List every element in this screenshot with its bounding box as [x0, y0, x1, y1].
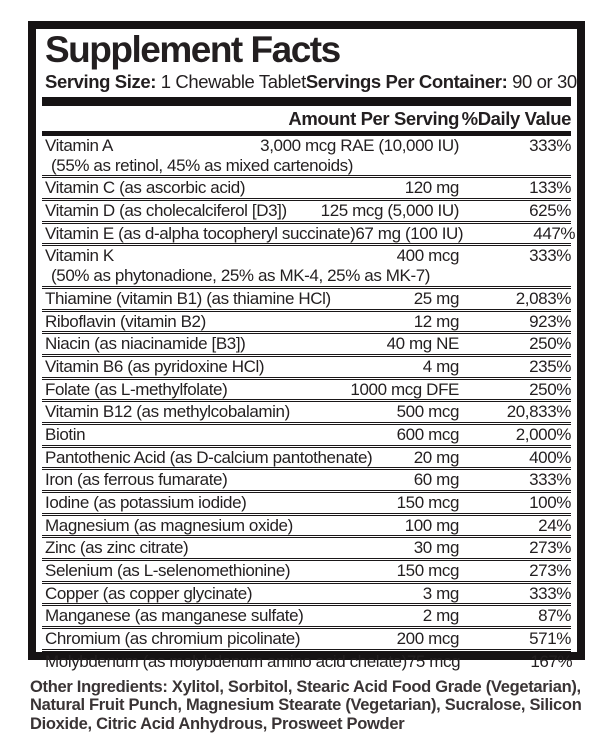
nutrient-amount: 3 mg	[252, 585, 459, 604]
nutrient-daily-value: 24%	[459, 517, 571, 536]
nutrient-name: Vitamin K	[45, 247, 114, 266]
nutrient-name: Vitamin A	[45, 137, 113, 156]
nutrient-daily-value: 250%	[459, 335, 571, 354]
servings-per-container-label: Servings Per Container:	[306, 71, 508, 92]
nutrient-daily-value: 333%	[459, 137, 571, 156]
nutrient-row	[42, 425, 571, 445]
nutrient-amount: 150 mcg	[290, 562, 459, 581]
nutrient-row-group	[42, 221, 571, 244]
nutrient-row	[42, 584, 571, 604]
nutrient-row-group	[42, 535, 571, 558]
nutrient-row-group	[42, 513, 571, 536]
nutrient-daily-value: 333%	[459, 471, 571, 490]
nutrient-row	[42, 652, 571, 672]
nutrient-row	[42, 312, 571, 332]
nutrient-amount: 120 mg	[245, 179, 459, 198]
nutrient-note: (50% as phytonadione, 25% as MK-4, 25% as MK-7)	[42, 266, 571, 286]
thick-divider-bar	[42, 97, 571, 106]
nutrient-name: Manganese (as manganese sulfate)	[45, 607, 303, 626]
nutrient-amount: 25 mg	[331, 290, 459, 309]
nutrient-row-group	[42, 175, 571, 198]
supplement-facts-panel	[28, 21, 585, 660]
nutrient-name: Vitamin C (as ascorbic acid)	[45, 179, 245, 198]
amount-per-serving-header: Amount Per Serving	[42, 108, 459, 130]
nutrient-daily-value: 87%	[459, 607, 571, 626]
nutrient-name: Iron (as ferrous fumarate)	[45, 471, 227, 490]
nutrient-amount: 30 mg	[188, 539, 459, 558]
nutrient-row	[42, 334, 571, 354]
nutrient-daily-value: 333%	[459, 247, 571, 266]
nutrient-name: Copper (as copper glycinate)	[45, 585, 252, 604]
nutrient-amount: 400 mcg	[114, 247, 459, 266]
nutrient-row-group	[42, 309, 571, 332]
nutrient-row-group	[42, 243, 571, 285]
nutrient-daily-value: 2,000%	[459, 426, 571, 445]
nutrient-name: Molybdenum (as molybdenum amino acid chelate)	[45, 653, 407, 672]
other-ingredients-label: Other Ingredients:	[30, 678, 168, 696]
daily-value-header: %Daily Value	[459, 108, 571, 130]
nutrient-row-group	[42, 603, 571, 626]
nutrient-amount: 600 mcg	[85, 426, 459, 445]
serving-info-line	[45, 71, 569, 93]
nutrient-name: Vitamin B6 (as pyridoxine HCl)	[45, 358, 264, 377]
serving-size	[45, 71, 306, 93]
nutrient-name: Vitamin E (as d-alpha tocopheryl succinate)	[45, 225, 355, 244]
servings-per-container-value: 90 or 30	[512, 71, 577, 92]
nutrient-amount: 150 mcg	[246, 494, 459, 513]
other-ingredients	[30, 678, 588, 733]
nutrient-daily-value: 625%	[459, 202, 571, 221]
nutrient-row-group	[42, 354, 571, 377]
nutrient-amount: 100 mg	[293, 517, 459, 536]
nutrient-daily-value: 167%	[460, 653, 572, 672]
nutrient-daily-value: 571%	[459, 630, 571, 649]
servings-per-container	[306, 71, 577, 93]
nutrient-amount: 40 mg NE	[245, 335, 459, 354]
nutrient-daily-value: 2,083%	[459, 290, 571, 309]
nutrient-amount: 2 mg	[303, 607, 459, 626]
nutrient-daily-value: 273%	[459, 562, 571, 581]
nutrient-rows	[42, 136, 571, 672]
nutrient-row	[42, 448, 571, 468]
nutrient-amount: 200 mcg	[300, 630, 459, 649]
nutrient-row-group	[42, 198, 571, 221]
nutrient-row	[42, 629, 571, 649]
nutrient-name: Riboflavin (vitamin B2)	[45, 313, 206, 332]
nutrient-name: Magnesium (as magnesium oxide)	[45, 517, 293, 536]
nutrient-row	[42, 224, 571, 244]
nutrient-row	[42, 606, 571, 626]
nutrient-amount: 75 mcg	[407, 653, 460, 672]
nutrient-amount: 4 mg	[264, 358, 459, 377]
nutrient-name: Niacin (as niacinamide [B3])	[45, 335, 245, 354]
nutrient-row	[42, 289, 571, 309]
nutrient-daily-value: 273%	[459, 539, 571, 558]
nutrient-amount: 3,000 mcg RAE (10,000 IU)	[113, 137, 459, 156]
nutrient-amount: 12 mg	[206, 313, 459, 332]
nutrient-row-group	[42, 626, 571, 649]
nutrient-name: Zinc (as zinc citrate)	[45, 539, 188, 558]
nutrient-daily-value: 20,833%	[459, 403, 571, 422]
nutrient-daily-value: 447%	[463, 225, 575, 244]
nutrient-daily-value: 100%	[459, 494, 571, 513]
serving-size-label: Serving Size:	[45, 71, 156, 92]
nutrient-row-group	[42, 649, 571, 672]
nutrient-row-group	[42, 581, 571, 604]
nutrient-name: Vitamin D (as cholecalciferol [D3])	[45, 202, 287, 221]
nutrient-amount: 60 mg	[227, 471, 459, 490]
nutrient-row-group	[42, 377, 571, 400]
nutrient-row-group	[42, 422, 571, 445]
nutrient-name: Chromium (as chromium picolinate)	[45, 630, 300, 649]
nutrient-daily-value: 235%	[459, 358, 571, 377]
nutrient-amount: 125 mcg (5,000 IU)	[287, 202, 459, 221]
nutrient-name: Vitamin B12 (as methylcobalamin)	[45, 403, 290, 422]
nutrient-amount: 67 mg (100 IU)	[355, 225, 463, 244]
nutrient-row	[42, 380, 571, 400]
panel-title: Supplement Facts	[45, 30, 571, 70]
nutrient-row-group	[42, 136, 571, 175]
nutrient-row	[42, 561, 571, 581]
nutrient-daily-value: 923%	[459, 313, 571, 332]
nutrient-row	[42, 516, 571, 536]
nutrient-name: Pantothenic Acid (as D-calcium pantothenate)	[45, 449, 372, 468]
nutrient-row	[42, 178, 571, 198]
column-headers	[42, 106, 571, 136]
nutrient-row	[42, 136, 571, 156]
nutrient-daily-value: 400%	[459, 449, 571, 468]
nutrient-name: Thiamine (vitamin B1) (as thiamine HCl)	[45, 290, 331, 309]
nutrient-daily-value: 133%	[459, 179, 571, 198]
nutrient-row-group	[42, 331, 571, 354]
nutrient-name: Selenium (as L-selenomethionine)	[45, 562, 290, 581]
nutrient-amount: 1000 mcg DFE	[227, 381, 459, 400]
nutrient-row	[42, 470, 571, 490]
nutrient-name: Folate (as L-methylfolate)	[45, 381, 227, 400]
nutrient-daily-value: 333%	[459, 585, 571, 604]
nutrient-row	[42, 246, 571, 266]
nutrient-row	[42, 201, 571, 221]
nutrient-amount: 20 mg	[372, 449, 459, 468]
nutrient-row-group	[42, 467, 571, 490]
nutrient-row-group	[42, 286, 571, 309]
nutrient-row-group	[42, 445, 571, 468]
nutrient-amount: 500 mcg	[290, 403, 459, 422]
nutrient-name: Iodine (as potassium iodide)	[45, 494, 246, 513]
nutrient-row	[42, 493, 571, 513]
nutrient-note: (55% as retinol, 45% as mixed cartenoids)	[42, 156, 571, 176]
other-ingredients-text: Xylitol, Sorbitol, Stearic Acid Food Grade (Vegetarian), Natural Fruit Punch, Magnesium Stearate (Vegetarian), Sucralose, Silicon Dioxide, Citric Acid Anhydrous, Prosweet Powder	[30, 678, 581, 733]
nutrient-row-group	[42, 399, 571, 422]
nutrient-name: Biotin	[45, 426, 85, 445]
nutrient-daily-value: 250%	[459, 381, 571, 400]
nutrient-row-group	[42, 558, 571, 581]
serving-size-value: 1 Chewable Tablet	[161, 71, 306, 92]
nutrient-row	[42, 357, 571, 377]
nutrient-row-group	[42, 490, 571, 513]
nutrient-row	[42, 538, 571, 558]
nutrient-row	[42, 402, 571, 422]
